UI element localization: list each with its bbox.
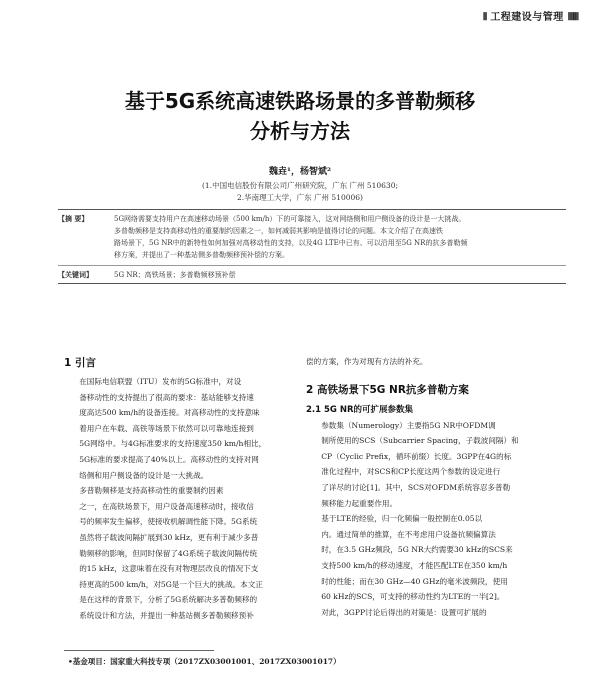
text-line: 系统设计和方法，并提出一种基站侧多普勒频移预补: [79, 610, 254, 620]
text-line: 制所使用的SCS（Subcarrier Spacing，子载波间隔）和: [321, 436, 519, 446]
text-line: 了详尽的讨论[1]。其中，SCS对OFDM系统容忍多普勒: [321, 482, 511, 492]
continuation-line: 偿的方案，作为对现有方法的补充。: [306, 357, 428, 366]
text-line: 度高达500 km/h的设备连接。对高移动性的支持意味: [79, 408, 260, 418]
text-line: 5G网络中。与4G标准要求的支持速度350 km/h相比，: [79, 439, 267, 449]
abstract-line: 多普勒频移是支持高移动性的重要制约因素之一，如何减弱其影响是值得讨论的问题。本文介绍了在高速铁: [114, 227, 443, 235]
text-line: 频移能力起重要作用。: [321, 498, 398, 508]
text-line: 着用户在车载、高铁等场景下依然可以可靠地连接到: [79, 423, 254, 433]
text-line: 60 kHz的SCS，可支持的移动性约为LTE的一半[2]。: [321, 592, 505, 602]
affiliation-1: (1.中国电信股份有限公司广州研究院，广东 广州 510630;: [201, 181, 398, 190]
abstract-line: 移方案，并提出了一种基站侧多普勒频移预补偿的方案。: [114, 251, 289, 259]
text-line: 在国际电信联盟（ITU）发布的5G标准中，对设: [79, 377, 242, 386]
paragraph: [306, 605, 538, 621]
header-decor-right-icon: ⦀⦀⦀: [567, 12, 578, 23]
text-line: 的15 kHz，这意味着在没有对物理层改良的情况下支: [79, 564, 259, 574]
title-line-1: 基于5G系统高速铁路场景的多普勒频移: [124, 89, 476, 113]
abstract-box: [58, 209, 566, 284]
abstract-line: 路场景下，5G NR中的新特性如何加强对高移动性的支持，以及4G LTE中已有、可以沿用至5G NR的抗多普勒频: [114, 239, 468, 247]
paragraph: [64, 374, 290, 483]
text-line: 是在这样的背景下，分析了5G系统解决多普勒频移的: [79, 595, 258, 605]
keywords-label: 【关键词】: [58, 271, 93, 279]
left-column: [64, 352, 290, 624]
affiliations: [0, 180, 600, 204]
section-2-1-heading: 2.1 5G NR的可扩展参数集: [306, 404, 414, 415]
paragraph: [64, 483, 290, 623]
text-line: 内。通过简单的推算，在不考虑用户设备抗频偏算法: [321, 529, 496, 539]
text-line: 时的性能；而在30 GHz—40 GHz的毫米波频段，使用: [321, 576, 508, 586]
text-line: 多普勒频移是支持高移动性的重要制约因素: [79, 486, 224, 496]
title-line-2: 分析与方法: [250, 119, 350, 143]
article-title: [0, 86, 600, 146]
abstract-text: [114, 213, 566, 261]
text-line: 支持500 km/h的移动速度，才能匹配LTE在350 km/h: [321, 560, 508, 570]
text-line: 对此，3GPP讨论后得出的对策是：设置可扩展的: [321, 607, 487, 617]
text-line: 勒频移的影响，但同时保留了4G系统子载波间隔传统: [79, 548, 258, 558]
abstract-label: 【摘 要】: [58, 215, 89, 223]
funding-footnote: •基金项目：国家重大科技专项（2017ZX03001001、2017ZX03001017）: [68, 657, 341, 666]
section-1-heading: 1 引言: [64, 357, 96, 369]
authors: 魏垚¹，杨智斌²: [269, 167, 331, 177]
section-header-tag: [483, 8, 578, 23]
text-line: CP（Cyclic Prefix，循环前缀）长度。3GPP在4G的标: [321, 451, 512, 461]
text-line: 准化过程中，对SCS和CP长度这两个参数的设定进行: [321, 467, 501, 477]
text-line: 络侧和用户侧设备的设计是一大挑战。: [79, 470, 209, 480]
text-line: 5G标准的要求提高了40%以上。高移动性的支持对网: [79, 454, 259, 464]
text-line: 基于LTE的经验，归一化频偏一般控制在0.05以: [321, 514, 483, 524]
text-line: 备移动性的支持提出了很高的要求：基站能够支持速: [79, 392, 254, 402]
section-tag-label: 工程建设与管理: [490, 12, 564, 23]
keywords-text: 5G NR；高铁场景；多普勒频移预补偿: [114, 271, 236, 279]
paragraph: [306, 418, 538, 512]
header-decor-left-icon: ⦀: [482, 12, 487, 23]
text-line: 时，在3.5 GHz频段，5G NR大约需要30 kHz的SCS来: [321, 545, 513, 555]
footnote-divider: [64, 650, 214, 651]
affiliation-2: 2.华南理工大学，广东 广州 510006): [237, 193, 363, 202]
text-line: 之一，在高铁场景下，用户设备高速移动时，接收信: [79, 501, 254, 511]
right-column: [306, 354, 538, 620]
keywords: [58, 265, 566, 281]
abstract-line: 5G网络需要支持用户在高速移动场景（500 km/h）下的可靠接入，这对网络侧和用户侧设备的设计是一大挑战。: [114, 215, 466, 223]
section-2-heading: 2 高铁场景下5G NR抗多普勒方案: [306, 383, 469, 396]
abstract: [58, 213, 566, 261]
text-line: 号的频率发生偏移，使接收机解调性能下降。5G系统: [79, 517, 258, 527]
paragraph: [306, 511, 538, 605]
text-line: 虽然将子载波间隔扩展到30 kHz，更有利于减少多普: [79, 532, 259, 542]
text-line: 参数集（Numerology）主要指5G NR中OFDM调: [321, 420, 496, 430]
text-line: 持更高的500 km/h，对5G是一个巨大的挑战。本文正: [79, 579, 263, 589]
